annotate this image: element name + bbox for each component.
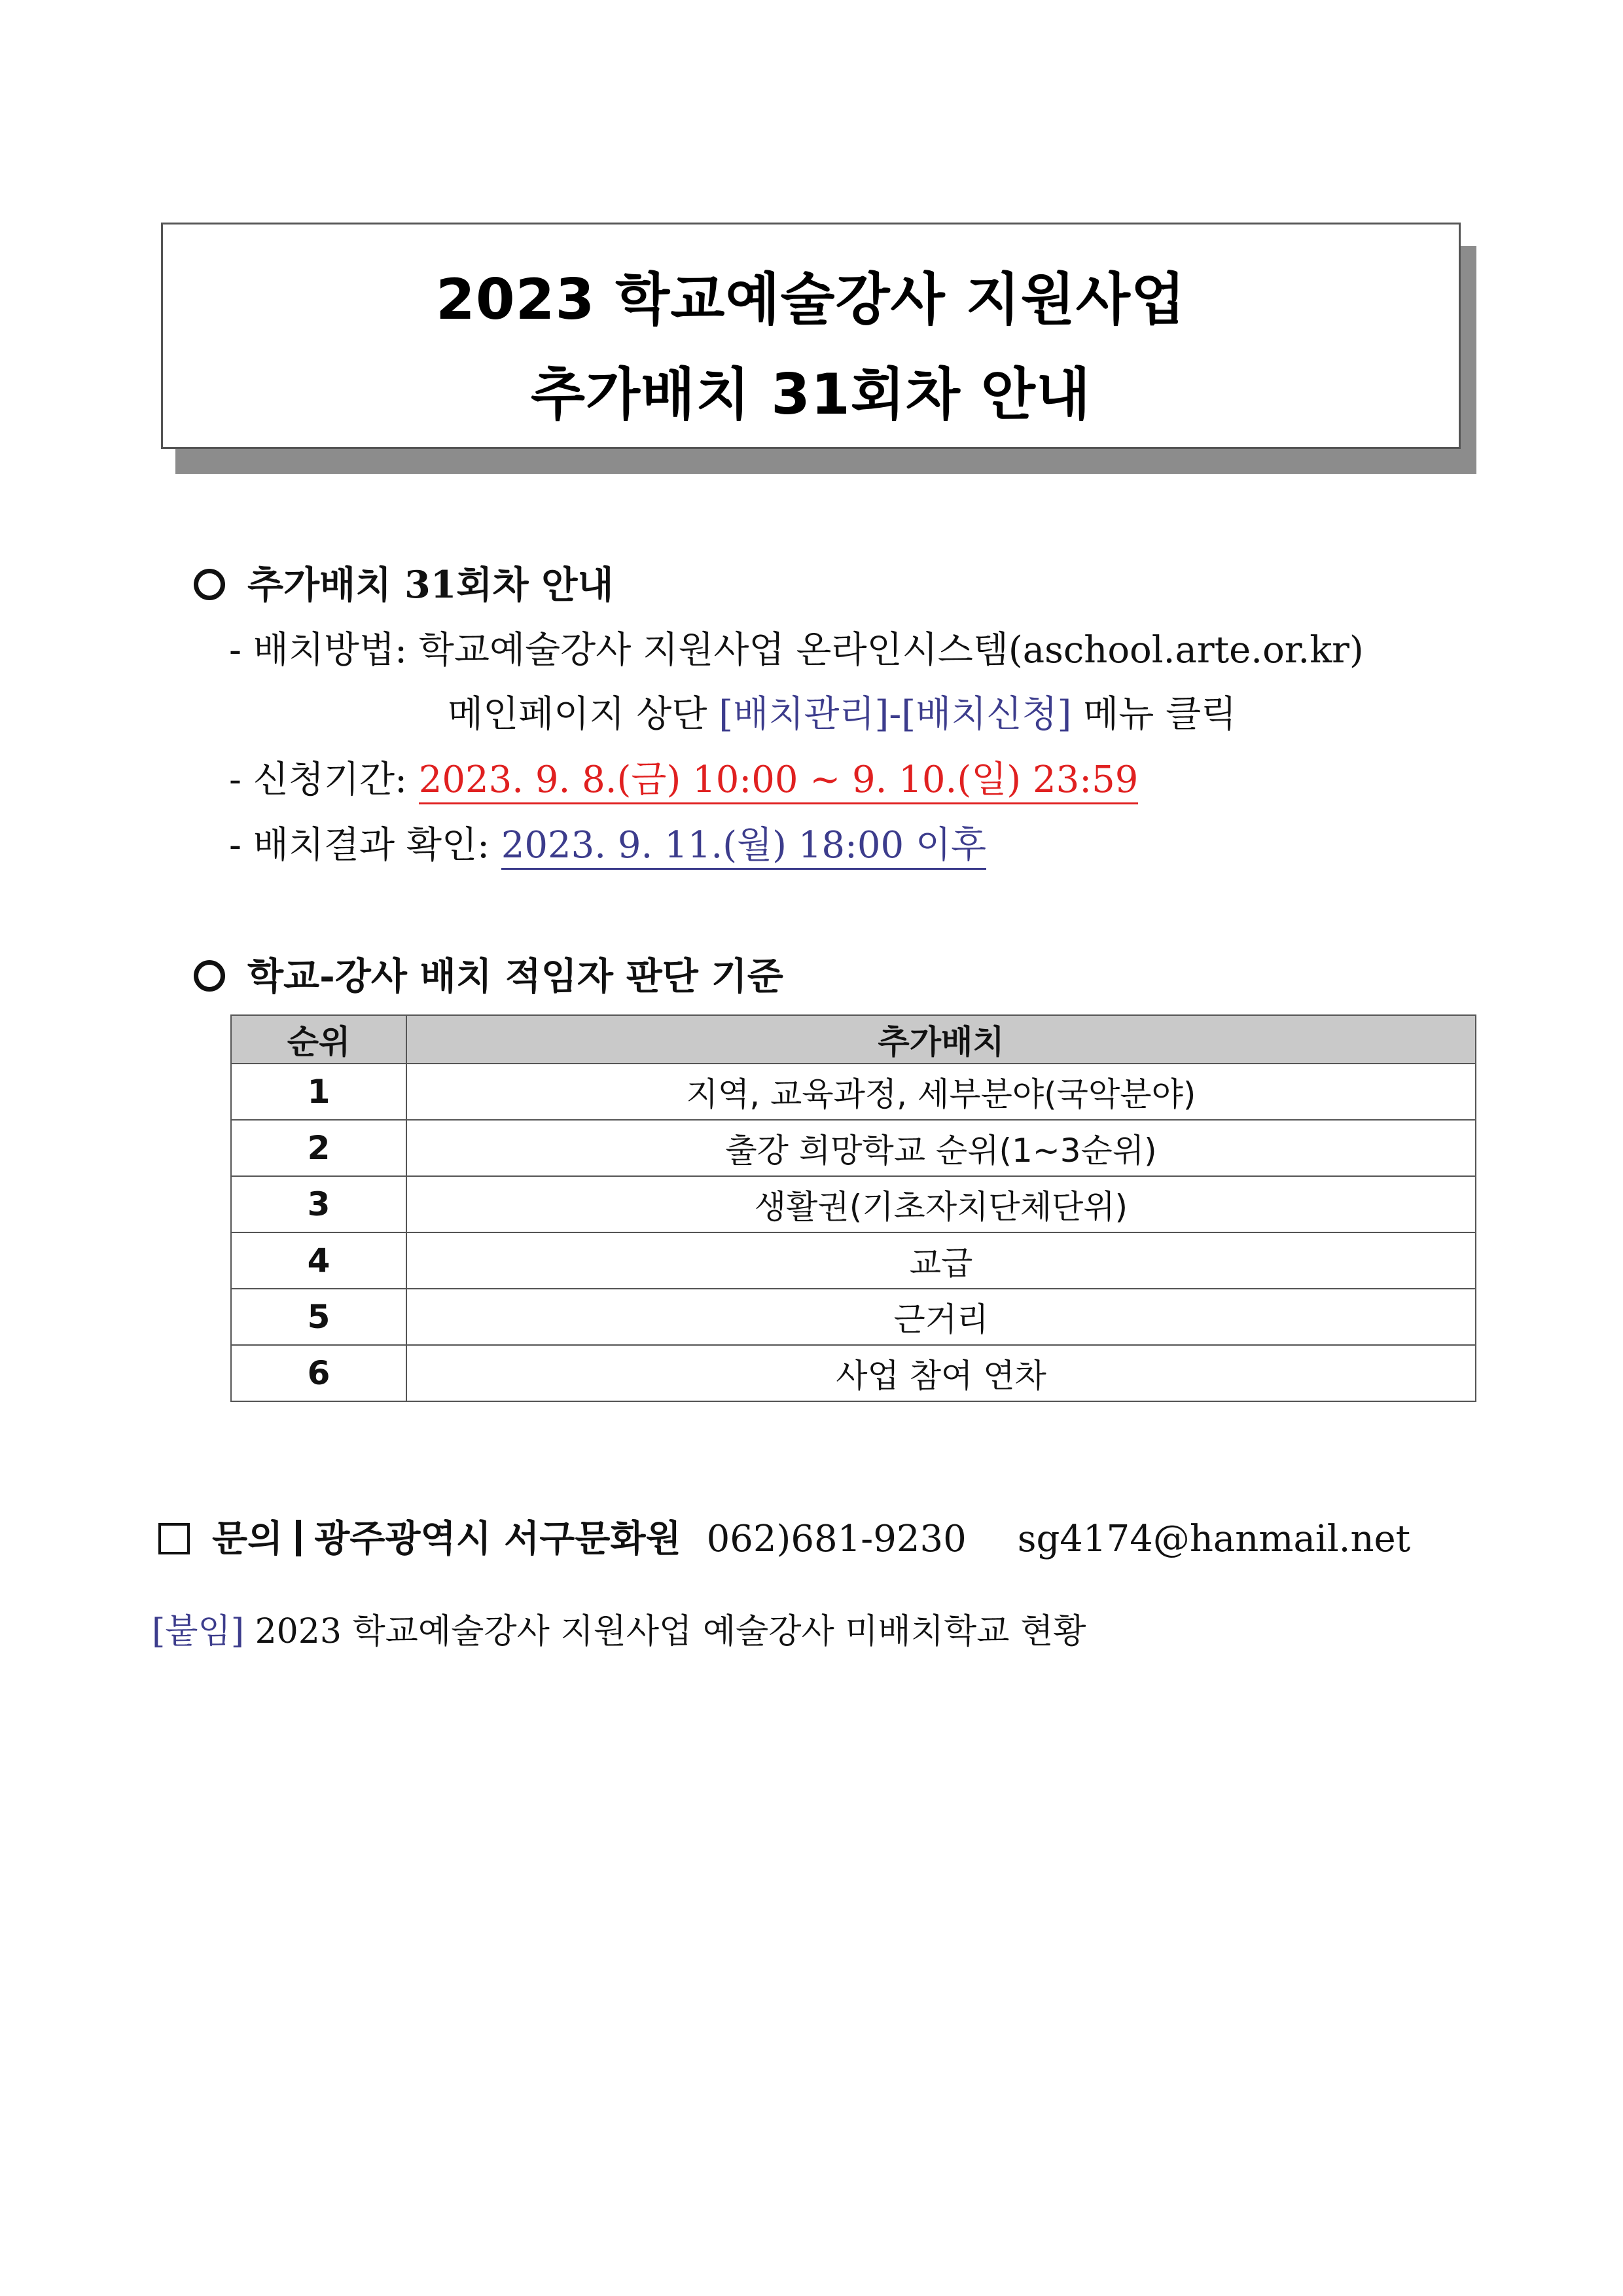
method-line-2 (448, 692, 1236, 736)
result-label: - 배치결과 확인: (229, 824, 501, 867)
attachment-text: 2023 학교예술강사 지원사업 예술강사 미배치학교 현황 (244, 1612, 1086, 1651)
rank-cell: 1 (231, 1064, 406, 1120)
checkbox-square-icon (158, 1523, 190, 1554)
contact-phone: 062)681-9230 (706, 1518, 967, 1560)
separator-bar (296, 1520, 301, 1556)
table-row (231, 1064, 1476, 1120)
period-line (229, 758, 1138, 802)
result-value: 2023. 9. 11.(월) 18:00 이후 (501, 824, 986, 870)
criteria-table (230, 1014, 1476, 1402)
table-row (231, 1176, 1476, 1232)
table-row (231, 1120, 1476, 1176)
attachment-label: [붙임] (152, 1612, 245, 1651)
section2-heading (194, 954, 783, 999)
period-label: - 신청기간: (229, 759, 419, 801)
result-line (229, 823, 986, 867)
method-line2-prefix: 메인페이지 상단 (448, 693, 719, 736)
circle-bullet-icon (194, 960, 225, 992)
table-row (231, 1345, 1476, 1401)
section1-heading-text: 추가배치 31회차 안내 (247, 563, 614, 607)
circle-bullet-icon (194, 569, 225, 600)
rank-cell: 5 (231, 1289, 406, 1345)
menu-path: [배치관리]-[배치신청] (719, 693, 1072, 736)
attachment-line (152, 1611, 1086, 1652)
rank-cell: 6 (231, 1345, 406, 1401)
contact-line (158, 1517, 1410, 1561)
method-label: - 배치방법: (229, 629, 419, 672)
criterion-cell: 지역, 교육과정, 세부분야(국악분야) (406, 1064, 1476, 1120)
contact-email: sg4174@hanmail.net (1017, 1518, 1411, 1560)
title-line-1: 2023 학교예술강사 지원사업 (436, 267, 1186, 332)
criterion-cell: 근거리 (406, 1289, 1476, 1345)
table-row (231, 1289, 1476, 1345)
title-box (161, 223, 1461, 449)
contact-label: 문의 (212, 1517, 283, 1560)
rank-cell: 3 (231, 1176, 406, 1232)
period-value: 2023. 9. 8.(금) 10:00 ~ 9. 10.(일) 23:59 (419, 759, 1139, 804)
criterion-cell: 사업 참여 연차 (406, 1345, 1476, 1401)
rank-cell: 2 (231, 1120, 406, 1176)
contact-organization: 광주광역시 서구문화원 (314, 1517, 681, 1560)
table-row (231, 1232, 1476, 1289)
criterion-cell: 생활권(기초자치단체단위) (406, 1176, 1476, 1232)
section2-heading-text: 학교-강사 배치 적임자 판단 기준 (247, 954, 783, 998)
method-line2-suffix: 메뉴 클릭 (1071, 693, 1237, 736)
criterion-cell: 출강 희망학교 순위(1~3순위) (406, 1120, 1476, 1176)
method-line (229, 628, 1364, 672)
section1-heading (194, 563, 614, 607)
criterion-cell: 교급 (406, 1232, 1476, 1289)
header-criterion: 추가배치 (406, 1015, 1476, 1064)
rank-cell: 4 (231, 1232, 406, 1289)
header-rank: 순위 (231, 1015, 406, 1064)
method-text: 학교예술강사 지원사업 온라인시스템(aschool.arte.or.kr) (418, 629, 1364, 672)
table-header-row (231, 1015, 1476, 1064)
title-line-2: 추가배치 31회차 안내 (530, 362, 1092, 427)
